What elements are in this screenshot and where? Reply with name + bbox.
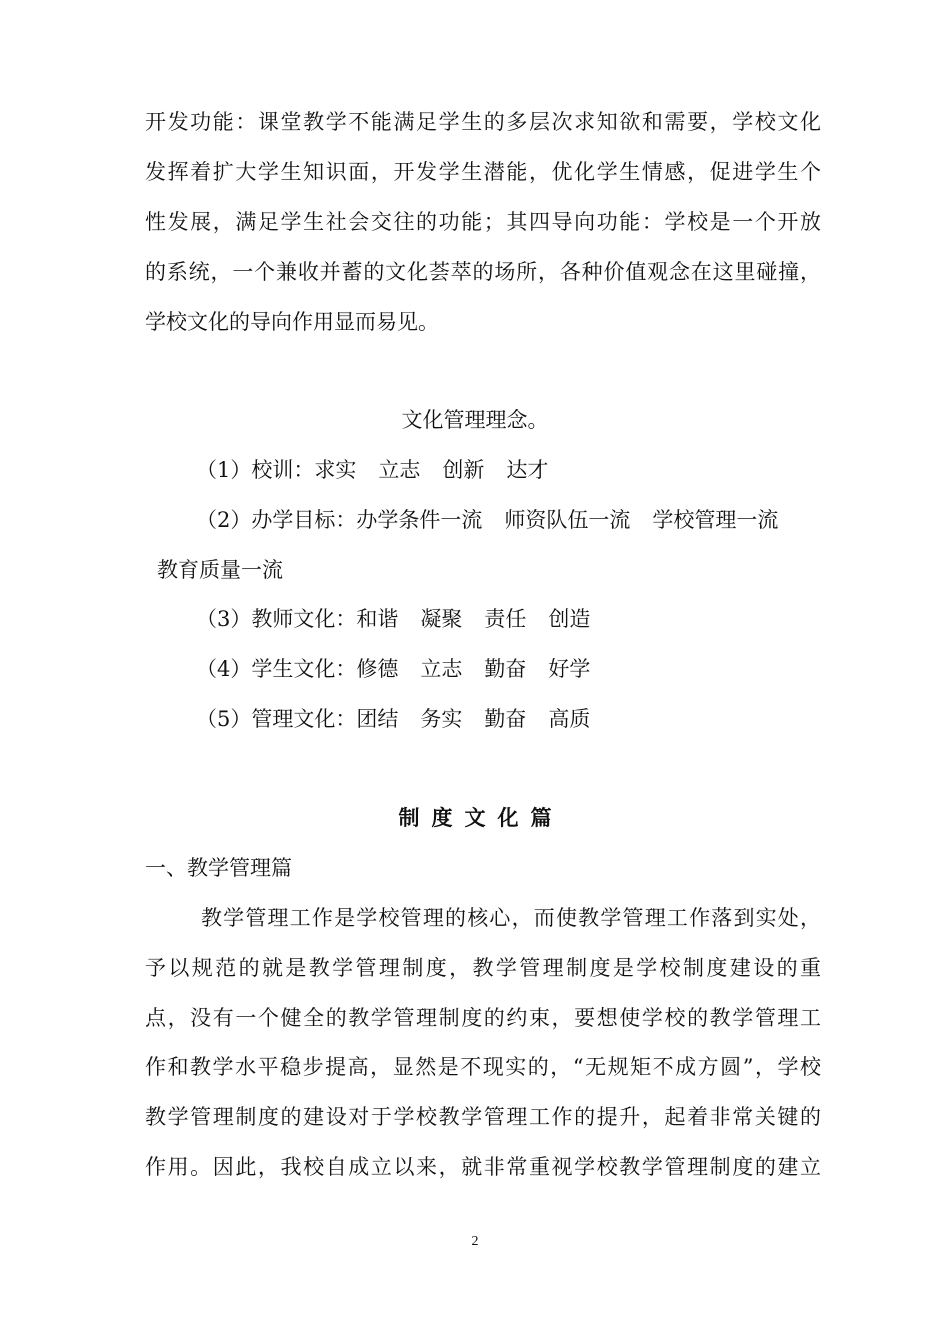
paragraph-line: 教学管理工作是学校管理的核心，而使教学管理工作落到实处， bbox=[201, 906, 821, 930]
item-value: 立志 bbox=[378, 458, 421, 482]
paragraph-line: 学校文化的导向作用显而易见。 bbox=[145, 310, 439, 334]
item-value: 凝聚 bbox=[420, 607, 463, 631]
item-value: 高质 bbox=[548, 707, 591, 731]
item-value: 务实 bbox=[420, 707, 463, 731]
item-value: 和谐 bbox=[356, 607, 399, 631]
item-value: 学校管理一流 bbox=[652, 508, 779, 532]
paragraph-line: 予以规范的就是教学管理制度，教学管理制度是学校制度建设的重 bbox=[145, 956, 821, 980]
item-value: 团结 bbox=[356, 707, 399, 731]
item-label: （3）教师文化： bbox=[196, 607, 357, 631]
paragraph-line: 作和教学水平稳步提高，显然是不现实的，“无规矩不成方圆”，学校 bbox=[145, 1055, 821, 1079]
paragraph-line: 性发展，满足学生社会交往的功能；其四导向功能：学校是一个开放 bbox=[145, 210, 821, 234]
concept-title: 文化管理理念。 bbox=[401, 408, 549, 432]
paragraph-line: 的系统，一个兼收并蓄的文化荟萃的场所，各种价值观念在这里碰撞， bbox=[145, 260, 821, 284]
item-value: 立志 bbox=[420, 657, 463, 681]
item-value: 修德 bbox=[356, 657, 399, 681]
section-subheading: 一、教学管理篇 bbox=[145, 856, 292, 880]
item-value: 勤奋 bbox=[484, 657, 527, 681]
concept-item-teacher bbox=[196, 604, 590, 634]
item-label: （4）学生文化： bbox=[196, 657, 357, 681]
item-value: 达才 bbox=[506, 458, 549, 482]
section-heading: 制度文化篇 bbox=[398, 805, 564, 830]
paragraph-line: 开发功能：课堂教学不能满足学生的多层次求知欲和需要，学校文化 bbox=[145, 110, 821, 134]
paragraph-line: 发挥着扩大学生知识面，开发学生潜能，优化学生情感，促进学生个 bbox=[145, 160, 821, 184]
paragraph-line: 作用。因此，我校自成立以来，就非常重视学校教学管理制度的建立 bbox=[145, 1155, 821, 1179]
concept-item-motto bbox=[196, 455, 548, 485]
item-value: 创造 bbox=[548, 607, 591, 631]
concept-item-management bbox=[196, 704, 590, 734]
item-value: 勤奋 bbox=[484, 707, 527, 731]
page-number: 2 bbox=[471, 1234, 479, 1249]
concept-item-goal-continuation: 教育质量一流 bbox=[157, 558, 283, 582]
item-value: 师资队伍一流 bbox=[504, 508, 631, 532]
item-label: （1）校训： bbox=[196, 458, 315, 482]
item-value: 求实 bbox=[314, 458, 357, 482]
item-label: （2）办学目标： bbox=[196, 508, 357, 532]
item-label: （5）管理文化： bbox=[196, 707, 357, 731]
paragraph-line: 点，没有一个健全的教学管理制度的约束，要想使学校的教学管理工 bbox=[145, 1006, 821, 1030]
paragraph-line: 教学管理制度的建设对于学校教学管理工作的提升，起着非常关键的 bbox=[145, 1105, 821, 1129]
item-value: 责任 bbox=[484, 607, 527, 631]
item-value: 好学 bbox=[548, 657, 591, 681]
item-value: 办学条件一流 bbox=[356, 508, 483, 532]
item-value: 创新 bbox=[442, 458, 485, 482]
concept-item-goal bbox=[196, 505, 778, 535]
concept-item-student bbox=[196, 654, 590, 684]
